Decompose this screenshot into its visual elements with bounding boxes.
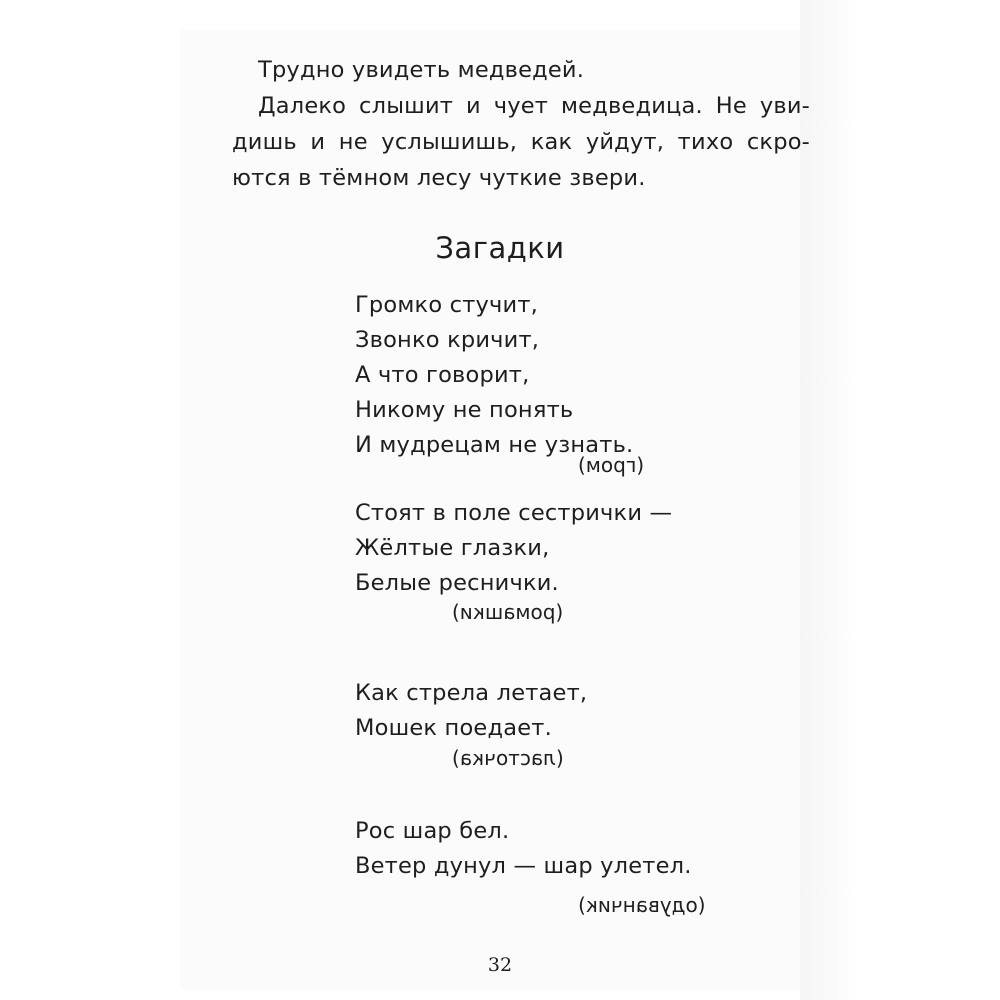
riddle-line: Рос шар бел.: [355, 818, 510, 844]
riddle-line: И мудрецам не узнать.: [355, 432, 634, 458]
prose-line: Далеко слышит и чует медведица. Не уви-: [258, 93, 810, 119]
riddle-answer: (одуванчик): [578, 893, 706, 917]
riddle-line: Ветер дунул — шар улетел.: [355, 853, 692, 879]
riddle-3: [355, 676, 587, 746]
riddle-2: [355, 496, 672, 601]
riddle-line: Жёлтые глазки,: [355, 535, 550, 561]
section-title: Загадки: [435, 231, 565, 265]
prose-line: дишь и не услышишь, как уйдут, тихо скро-: [232, 129, 810, 155]
riddle-1: [355, 288, 633, 463]
riddle-line: Звонко кричит,: [355, 327, 540, 353]
riddle-4: [355, 814, 692, 884]
riddle-answer: (ромашки): [452, 600, 564, 624]
riddle-line: Никому не понять: [355, 397, 574, 423]
page-number: 32: [487, 954, 513, 976]
riddle-answer: (гром): [578, 453, 645, 477]
prose-line: Трудно увидеть медведей.: [258, 57, 585, 83]
riddle-line: Стоят в поле сестрички —: [355, 500, 673, 526]
riddle-line: Громко стучит,: [355, 292, 539, 318]
riddle-line: Белые реснички.: [355, 570, 559, 596]
prose-paragraph: [232, 52, 810, 196]
riddle-line: Как стрела летает,: [355, 680, 588, 706]
riddle-answer: (ласточка): [452, 746, 564, 770]
riddle-line: Мошек поедает.: [355, 715, 552, 741]
prose-line: ются в тёмном лесу чуткие звери.: [232, 165, 646, 191]
page-gutter: [800, 0, 1000, 1000]
riddle-line: А что говорит,: [355, 362, 530, 388]
